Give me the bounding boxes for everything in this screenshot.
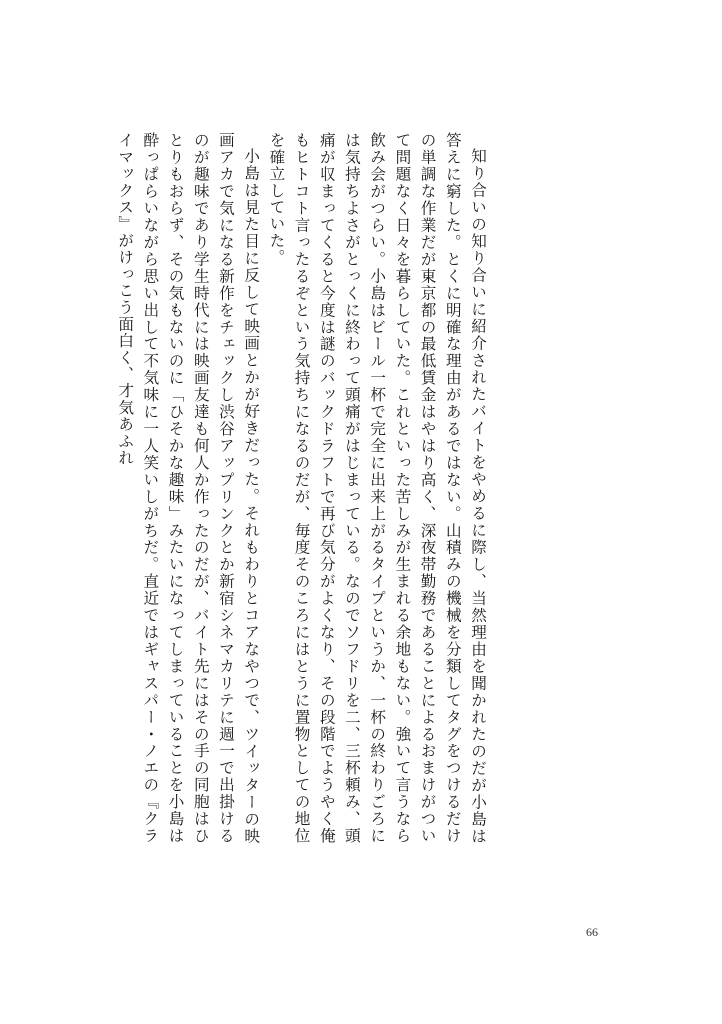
- paragraph-1: 知り合いの知り合いに紹介されたバイトをやめるに際し、当然理由を聞かれたのだが小島は答えに窮した。とくに明確な理由があるではない。山積みの機械を分類してタグをつけるだけの単調な作業だが東京都の最低賃金はやはり高く、深夜帯勤務であることによるおまけがついて問題なく日々を暮らしていた。これといった苦しみが生まれる余地もない。強いて言うなら飲み会がつらい。小島はビール一杯で完全に出来上がるタイプというか、一杯の終わりごろには気持ちよさがとっくに終わって頭痛がはじまっている。なのでソフドリを二、三杯頼み、頭痛が収まってくると今度は謎のバックドラフトで再び気分がよくなり、その段階でようやく俺もヒトコト言ったるぞという気持ちになるのだが、毎度そのころにはとうに置物としての地位を確立していた。: [267, 132, 487, 844]
- paragraph-2: 小島は見た目に反して映画とかが好きだった。それもわりとコアなやつで、ツイッターの映画アカで気になる新作をチェックし渋谷アップリンクとか新宿シネマカリテに週一で出掛けるのが趣味であり学生時代には映画友達も何人か作ったのだが、バイト先にはその手の同胞はひとりもおらず、その気もないのに「ひそかな趣味」みたいになってしまっていることを小島は酔っぱらいながら思い出して不気味に一人笑いしがちだ。直近ではギャスパー・ノエの『クライマックス』がけっこう面白く、才気あふれ: [116, 132, 261, 844]
- page-number: 66: [586, 925, 598, 939]
- body-text: [112, 132, 490, 844]
